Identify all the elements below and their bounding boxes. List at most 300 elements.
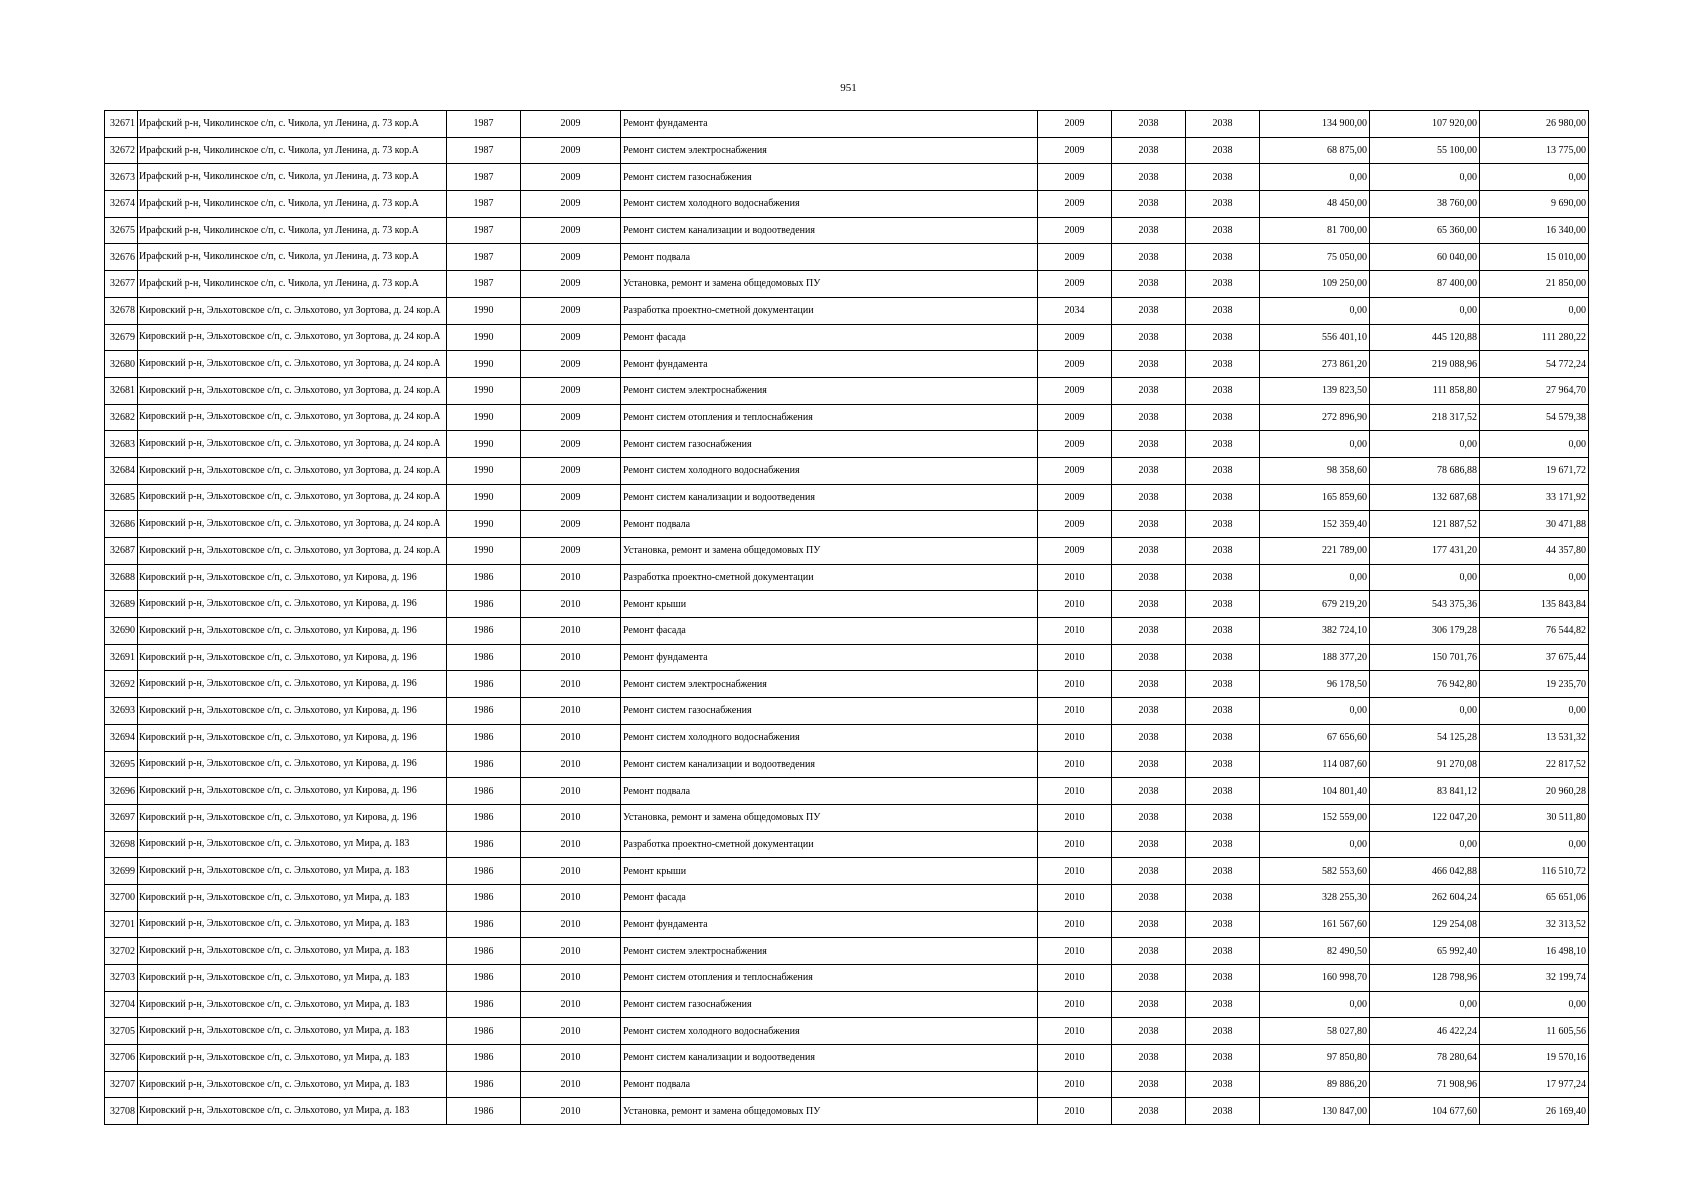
table-row xyxy=(105,351,1589,378)
cell-completion-year: 2038 xyxy=(1186,938,1260,965)
cell-owners-cost: 22 817,52 xyxy=(1480,751,1589,778)
cell-plan-year: 2010 xyxy=(1038,564,1112,591)
cell-build-year: 1987 xyxy=(447,111,521,138)
cell-build-year: 1990 xyxy=(447,404,521,431)
cell-work-type: Ремонт фасада xyxy=(621,324,1038,351)
cell-total-cost: 68 875,00 xyxy=(1260,137,1370,164)
cell-work-type: Ремонт фасада xyxy=(621,884,1038,911)
cell-completion-year: 2038 xyxy=(1186,1045,1260,1072)
cell-work-type: Установка, ремонт и замена общедомовых ПУ xyxy=(621,271,1038,298)
cell-address: Кировский р-н, Эльхотовское с/п, с. Эльхотово, ул Кирова, д. 196 xyxy=(138,698,447,725)
cell-row-number: 32684 xyxy=(105,457,138,484)
cell-row-number: 32680 xyxy=(105,351,138,378)
cell-deadline-year: 2038 xyxy=(1112,884,1186,911)
cell-fund-cost: 132 687,68 xyxy=(1370,484,1480,511)
cell-plan-year: 2010 xyxy=(1038,724,1112,751)
cell-privatization-year: 2009 xyxy=(521,431,621,458)
cell-total-cost: 152 359,40 xyxy=(1260,511,1370,538)
cell-row-number: 32702 xyxy=(105,938,138,965)
cell-total-cost: 221 789,00 xyxy=(1260,538,1370,565)
cell-build-year: 1986 xyxy=(447,1098,521,1125)
cell-plan-year: 2009 xyxy=(1038,377,1112,404)
cell-row-number: 32692 xyxy=(105,671,138,698)
cell-owners-cost: 135 843,84 xyxy=(1480,591,1589,618)
cell-total-cost: 48 450,00 xyxy=(1260,191,1370,218)
cell-privatization-year: 2010 xyxy=(521,591,621,618)
cell-completion-year: 2038 xyxy=(1186,698,1260,725)
cell-owners-cost: 116 510,72 xyxy=(1480,858,1589,885)
cell-completion-year: 2038 xyxy=(1186,884,1260,911)
cell-work-type: Разработка проектно-сметной документации xyxy=(621,831,1038,858)
cell-build-year: 1986 xyxy=(447,644,521,671)
cell-build-year: 1990 xyxy=(447,538,521,565)
cell-plan-year: 2010 xyxy=(1038,911,1112,938)
cell-plan-year: 2010 xyxy=(1038,1045,1112,1072)
cell-deadline-year: 2038 xyxy=(1112,538,1186,565)
cell-row-number: 32677 xyxy=(105,271,138,298)
cell-deadline-year: 2038 xyxy=(1112,484,1186,511)
cell-row-number: 32673 xyxy=(105,164,138,191)
cell-address: Кировский р-н, Эльхотовское с/п, с. Эльхотово, ул Зортова, д. 24 кор.А xyxy=(138,351,447,378)
cell-owners-cost: 9 690,00 xyxy=(1480,191,1589,218)
cell-deadline-year: 2038 xyxy=(1112,324,1186,351)
cell-build-year: 1986 xyxy=(447,911,521,938)
cell-owners-cost: 30 511,80 xyxy=(1480,804,1589,831)
cell-deadline-year: 2038 xyxy=(1112,698,1186,725)
cell-row-number: 32685 xyxy=(105,484,138,511)
cell-total-cost: 679 219,20 xyxy=(1260,591,1370,618)
table-row xyxy=(105,644,1589,671)
cell-work-type: Ремонт систем отопления и теплоснабжения xyxy=(621,404,1038,431)
cell-owners-cost: 111 280,22 xyxy=(1480,324,1589,351)
table-row xyxy=(105,1018,1589,1045)
cell-plan-year: 2010 xyxy=(1038,644,1112,671)
cell-deadline-year: 2038 xyxy=(1112,965,1186,992)
cell-completion-year: 2038 xyxy=(1186,831,1260,858)
cell-row-number: 32690 xyxy=(105,618,138,645)
cell-address: Ирафский р-н, Чиколинское с/п, с. Чикола, ул Ленина, д. 73 кор.А xyxy=(138,217,447,244)
cell-total-cost: 188 377,20 xyxy=(1260,644,1370,671)
cell-fund-cost: 71 908,96 xyxy=(1370,1071,1480,1098)
cell-privatization-year: 2009 xyxy=(521,324,621,351)
cell-total-cost: 328 255,30 xyxy=(1260,884,1370,911)
cell-privatization-year: 2010 xyxy=(521,751,621,778)
cell-fund-cost: 466 042,88 xyxy=(1370,858,1480,885)
cell-privatization-year: 2010 xyxy=(521,1018,621,1045)
cell-row-number: 32676 xyxy=(105,244,138,271)
cell-address: Кировский р-н, Эльхотовское с/п, с. Эльхотово, ул Кирова, д. 196 xyxy=(138,778,447,805)
cell-total-cost: 97 850,80 xyxy=(1260,1045,1370,1072)
cell-privatization-year: 2010 xyxy=(521,965,621,992)
cell-address: Кировский р-н, Эльхотовское с/п, с. Эльхотово, ул Кирова, д. 196 xyxy=(138,591,447,618)
cell-owners-cost: 65 651,06 xyxy=(1480,884,1589,911)
table-row xyxy=(105,297,1589,324)
cell-build-year: 1987 xyxy=(447,137,521,164)
cell-row-number: 32700 xyxy=(105,884,138,911)
cell-fund-cost: 60 040,00 xyxy=(1370,244,1480,271)
cell-deadline-year: 2038 xyxy=(1112,751,1186,778)
cell-completion-year: 2038 xyxy=(1186,564,1260,591)
cell-address: Кировский р-н, Эльхотовское с/п, с. Эльхотово, ул Зортова, д. 24 кор.А xyxy=(138,431,447,458)
cell-owners-cost: 16 498,10 xyxy=(1480,938,1589,965)
cell-privatization-year: 2010 xyxy=(521,911,621,938)
cell-build-year: 1987 xyxy=(447,164,521,191)
cell-owners-cost: 0,00 xyxy=(1480,991,1589,1018)
cell-build-year: 1990 xyxy=(447,457,521,484)
cell-owners-cost: 33 171,92 xyxy=(1480,484,1589,511)
cell-build-year: 1986 xyxy=(447,1045,521,1072)
cell-plan-year: 2009 xyxy=(1038,164,1112,191)
cell-completion-year: 2038 xyxy=(1186,164,1260,191)
cell-plan-year: 2010 xyxy=(1038,1071,1112,1098)
cell-total-cost: 165 859,60 xyxy=(1260,484,1370,511)
cell-privatization-year: 2010 xyxy=(521,778,621,805)
cell-fund-cost: 306 179,28 xyxy=(1370,618,1480,645)
cell-fund-cost: 0,00 xyxy=(1370,831,1480,858)
cell-build-year: 1986 xyxy=(447,1018,521,1045)
cell-total-cost: 0,00 xyxy=(1260,164,1370,191)
cell-owners-cost: 0,00 xyxy=(1480,698,1589,725)
cell-build-year: 1986 xyxy=(447,671,521,698)
table-row xyxy=(105,618,1589,645)
cell-work-type: Ремонт подвала xyxy=(621,244,1038,271)
table-row xyxy=(105,511,1589,538)
cell-address: Кировский р-н, Эльхотовское с/п, с. Эльхотово, ул Мира, д. 183 xyxy=(138,938,447,965)
cell-plan-year: 2010 xyxy=(1038,698,1112,725)
cell-owners-cost: 16 340,00 xyxy=(1480,217,1589,244)
cell-address: Кировский р-н, Эльхотовское с/п, с. Эльхотово, ул Кирова, д. 196 xyxy=(138,724,447,751)
cell-work-type: Ремонт фундамента xyxy=(621,351,1038,378)
cell-deadline-year: 2038 xyxy=(1112,938,1186,965)
cell-fund-cost: 65 360,00 xyxy=(1370,217,1480,244)
cell-fund-cost: 76 942,80 xyxy=(1370,671,1480,698)
cell-fund-cost: 78 686,88 xyxy=(1370,457,1480,484)
cell-address: Кировский р-н, Эльхотовское с/п, с. Эльхотово, ул Зортова, д. 24 кор.А xyxy=(138,457,447,484)
cell-owners-cost: 54 579,38 xyxy=(1480,404,1589,431)
cell-total-cost: 114 087,60 xyxy=(1260,751,1370,778)
cell-address: Кировский р-н, Эльхотовское с/п, с. Эльхотово, ул Мира, д. 183 xyxy=(138,1071,447,1098)
table-row xyxy=(105,671,1589,698)
table-row xyxy=(105,244,1589,271)
cell-completion-year: 2038 xyxy=(1186,804,1260,831)
cell-build-year: 1986 xyxy=(447,831,521,858)
cell-completion-year: 2038 xyxy=(1186,618,1260,645)
cell-owners-cost: 19 671,72 xyxy=(1480,457,1589,484)
cell-address: Ирафский р-н, Чиколинское с/п, с. Чикола, ул Ленина, д. 73 кор.А xyxy=(138,111,447,138)
cell-owners-cost: 19 570,16 xyxy=(1480,1045,1589,1072)
cell-fund-cost: 38 760,00 xyxy=(1370,191,1480,218)
cell-plan-year: 2009 xyxy=(1038,111,1112,138)
cell-completion-year: 2038 xyxy=(1186,404,1260,431)
cell-deadline-year: 2038 xyxy=(1112,1018,1186,1045)
cell-row-number: 32695 xyxy=(105,751,138,778)
cell-privatization-year: 2009 xyxy=(521,244,621,271)
cell-deadline-year: 2038 xyxy=(1112,1098,1186,1125)
cell-plan-year: 2009 xyxy=(1038,271,1112,298)
cell-work-type: Установка, ремонт и замена общедомовых ПУ xyxy=(621,538,1038,565)
cell-completion-year: 2038 xyxy=(1186,991,1260,1018)
cell-row-number: 32687 xyxy=(105,538,138,565)
cell-total-cost: 0,00 xyxy=(1260,431,1370,458)
cell-deadline-year: 2038 xyxy=(1112,804,1186,831)
cell-owners-cost: 15 010,00 xyxy=(1480,244,1589,271)
cell-work-type: Ремонт фундамента xyxy=(621,111,1038,138)
cell-build-year: 1986 xyxy=(447,564,521,591)
cell-fund-cost: 107 920,00 xyxy=(1370,111,1480,138)
cell-completion-year: 2038 xyxy=(1186,671,1260,698)
cell-deadline-year: 2038 xyxy=(1112,377,1186,404)
cell-owners-cost: 0,00 xyxy=(1480,564,1589,591)
table-row xyxy=(105,1045,1589,1072)
cell-plan-year: 2010 xyxy=(1038,884,1112,911)
cell-fund-cost: 0,00 xyxy=(1370,297,1480,324)
cell-deadline-year: 2038 xyxy=(1112,217,1186,244)
cell-fund-cost: 129 254,08 xyxy=(1370,911,1480,938)
table-row xyxy=(105,858,1589,885)
cell-plan-year: 2034 xyxy=(1038,297,1112,324)
cell-total-cost: 556 401,10 xyxy=(1260,324,1370,351)
cell-address: Кировский р-н, Эльхотовское с/п, с. Эльхотово, ул Зортова, д. 24 кор.А xyxy=(138,297,447,324)
cell-fund-cost: 445 120,88 xyxy=(1370,324,1480,351)
cell-privatization-year: 2010 xyxy=(521,1071,621,1098)
cell-build-year: 1987 xyxy=(447,217,521,244)
cell-work-type: Ремонт систем канализации и водоотведения xyxy=(621,217,1038,244)
cell-deadline-year: 2038 xyxy=(1112,858,1186,885)
cell-row-number: 32686 xyxy=(105,511,138,538)
cell-privatization-year: 2009 xyxy=(521,191,621,218)
cell-privatization-year: 2010 xyxy=(521,938,621,965)
cell-work-type: Ремонт систем канализации и водоотведения xyxy=(621,1045,1038,1072)
cell-row-number: 32681 xyxy=(105,377,138,404)
cell-work-type: Ремонт систем электроснабжения xyxy=(621,938,1038,965)
cell-fund-cost: 177 431,20 xyxy=(1370,538,1480,565)
cell-completion-year: 2038 xyxy=(1186,111,1260,138)
cell-plan-year: 2010 xyxy=(1038,618,1112,645)
cell-fund-cost: 0,00 xyxy=(1370,698,1480,725)
cell-build-year: 1986 xyxy=(447,804,521,831)
cell-completion-year: 2038 xyxy=(1186,1098,1260,1125)
cell-work-type: Ремонт фасада xyxy=(621,618,1038,645)
cell-plan-year: 2010 xyxy=(1038,831,1112,858)
table-row xyxy=(105,965,1589,992)
cell-completion-year: 2038 xyxy=(1186,911,1260,938)
cell-deadline-year: 2038 xyxy=(1112,191,1186,218)
cell-row-number: 32683 xyxy=(105,431,138,458)
cell-fund-cost: 128 798,96 xyxy=(1370,965,1480,992)
cell-fund-cost: 0,00 xyxy=(1370,164,1480,191)
cell-row-number: 32706 xyxy=(105,1045,138,1072)
cell-completion-year: 2038 xyxy=(1186,457,1260,484)
cell-completion-year: 2038 xyxy=(1186,271,1260,298)
cell-build-year: 1990 xyxy=(447,484,521,511)
cell-owners-cost: 0,00 xyxy=(1480,831,1589,858)
cell-completion-year: 2038 xyxy=(1186,484,1260,511)
cell-owners-cost: 20 960,28 xyxy=(1480,778,1589,805)
cell-deadline-year: 2038 xyxy=(1112,457,1186,484)
cell-plan-year: 2010 xyxy=(1038,778,1112,805)
table-row xyxy=(105,724,1589,751)
cell-work-type: Ремонт систем электроснабжения xyxy=(621,137,1038,164)
table-row xyxy=(105,831,1589,858)
cell-address: Ирафский р-н, Чиколинское с/п, с. Чикола, ул Ленина, д. 73 кор.А xyxy=(138,164,447,191)
cell-owners-cost: 0,00 xyxy=(1480,431,1589,458)
cell-work-type: Ремонт систем газоснабжения xyxy=(621,431,1038,458)
cell-completion-year: 2038 xyxy=(1186,431,1260,458)
cell-fund-cost: 0,00 xyxy=(1370,991,1480,1018)
cell-deadline-year: 2038 xyxy=(1112,564,1186,591)
cell-total-cost: 75 050,00 xyxy=(1260,244,1370,271)
cell-address: Кировский р-н, Эльхотовское с/п, с. Эльхотово, ул Мира, д. 183 xyxy=(138,911,447,938)
cell-row-number: 32698 xyxy=(105,831,138,858)
cell-work-type: Ремонт подвала xyxy=(621,778,1038,805)
cell-row-number: 32674 xyxy=(105,191,138,218)
cell-build-year: 1987 xyxy=(447,244,521,271)
table-body xyxy=(105,111,1589,1125)
cell-owners-cost: 32 199,74 xyxy=(1480,965,1589,992)
cell-work-type: Ремонт систем холодного водоснабжения xyxy=(621,191,1038,218)
cell-fund-cost: 91 270,08 xyxy=(1370,751,1480,778)
cell-plan-year: 2009 xyxy=(1038,351,1112,378)
cell-work-type: Ремонт крыши xyxy=(621,858,1038,885)
cell-work-type: Ремонт систем отопления и теплоснабжения xyxy=(621,965,1038,992)
cell-work-type: Ремонт фундамента xyxy=(621,911,1038,938)
cell-plan-year: 2010 xyxy=(1038,938,1112,965)
cell-owners-cost: 19 235,70 xyxy=(1480,671,1589,698)
cell-work-type: Установка, ремонт и замена общедомовых ПУ xyxy=(621,804,1038,831)
cell-fund-cost: 54 125,28 xyxy=(1370,724,1480,751)
cell-build-year: 1986 xyxy=(447,991,521,1018)
cell-build-year: 1990 xyxy=(447,297,521,324)
cell-work-type: Ремонт подвала xyxy=(621,1071,1038,1098)
cell-fund-cost: 87 400,00 xyxy=(1370,271,1480,298)
cell-fund-cost: 65 992,40 xyxy=(1370,938,1480,965)
table-row xyxy=(105,484,1589,511)
cell-address: Ирафский р-н, Чиколинское с/п, с. Чикола, ул Ленина, д. 73 кор.А xyxy=(138,191,447,218)
table-row xyxy=(105,111,1589,138)
cell-privatization-year: 2009 xyxy=(521,137,621,164)
table-row xyxy=(105,271,1589,298)
cell-owners-cost: 76 544,82 xyxy=(1480,618,1589,645)
cell-privatization-year: 2010 xyxy=(521,858,621,885)
cell-build-year: 1986 xyxy=(447,591,521,618)
cell-work-type: Ремонт систем газоснабжения xyxy=(621,164,1038,191)
cell-address: Кировский р-н, Эльхотовское с/п, с. Эльхотово, ул Зортова, д. 24 кор.А xyxy=(138,511,447,538)
cell-fund-cost: 543 375,36 xyxy=(1370,591,1480,618)
cell-fund-cost: 262 604,24 xyxy=(1370,884,1480,911)
cell-address: Кировский р-н, Эльхотовское с/п, с. Эльхотово, ул Зортова, д. 24 кор.А xyxy=(138,324,447,351)
cell-address: Кировский р-н, Эльхотовское с/п, с. Эльхотово, ул Мира, д. 183 xyxy=(138,991,447,1018)
cell-plan-year: 2009 xyxy=(1038,217,1112,244)
cell-total-cost: 272 896,90 xyxy=(1260,404,1370,431)
cell-row-number: 32697 xyxy=(105,804,138,831)
cell-total-cost: 130 847,00 xyxy=(1260,1098,1370,1125)
cell-owners-cost: 0,00 xyxy=(1480,297,1589,324)
cell-completion-year: 2038 xyxy=(1186,511,1260,538)
cell-address: Кировский р-н, Эльхотовское с/п, с. Эльхотово, ул Кирова, д. 196 xyxy=(138,644,447,671)
cell-owners-cost: 26 169,40 xyxy=(1480,1098,1589,1125)
table-row xyxy=(105,324,1589,351)
cell-deadline-year: 2038 xyxy=(1112,431,1186,458)
cell-total-cost: 382 724,10 xyxy=(1260,618,1370,645)
table-row xyxy=(105,457,1589,484)
cell-plan-year: 2010 xyxy=(1038,1018,1112,1045)
cell-address: Кировский р-н, Эльхотовское с/п, с. Эльхотово, ул Мира, д. 183 xyxy=(138,1045,447,1072)
cell-address: Кировский р-н, Эльхотовское с/п, с. Эльхотово, ул Зортова, д. 24 кор.А xyxy=(138,484,447,511)
cell-row-number: 32694 xyxy=(105,724,138,751)
cell-plan-year: 2009 xyxy=(1038,137,1112,164)
table-row xyxy=(105,538,1589,565)
cell-owners-cost: 13 775,00 xyxy=(1480,137,1589,164)
cell-completion-year: 2038 xyxy=(1186,751,1260,778)
cell-total-cost: 0,00 xyxy=(1260,831,1370,858)
cell-privatization-year: 2010 xyxy=(521,831,621,858)
table-row xyxy=(105,698,1589,725)
cell-work-type: Разработка проектно-сметной документации xyxy=(621,564,1038,591)
cell-plan-year: 2009 xyxy=(1038,457,1112,484)
cell-completion-year: 2038 xyxy=(1186,377,1260,404)
cell-privatization-year: 2010 xyxy=(521,564,621,591)
cell-privatization-year: 2009 xyxy=(521,164,621,191)
cell-fund-cost: 55 100,00 xyxy=(1370,137,1480,164)
cell-row-number: 32682 xyxy=(105,404,138,431)
cell-deadline-year: 2038 xyxy=(1112,778,1186,805)
cell-address: Кировский р-н, Эльхотовское с/п, с. Эльхотово, ул Мира, д. 183 xyxy=(138,858,447,885)
cell-total-cost: 67 656,60 xyxy=(1260,724,1370,751)
cell-deadline-year: 2038 xyxy=(1112,351,1186,378)
cell-total-cost: 89 886,20 xyxy=(1260,1071,1370,1098)
table-row xyxy=(105,191,1589,218)
cell-total-cost: 134 900,00 xyxy=(1260,111,1370,138)
cell-row-number: 32699 xyxy=(105,858,138,885)
cell-build-year: 1987 xyxy=(447,271,521,298)
cell-privatization-year: 2009 xyxy=(521,457,621,484)
cell-build-year: 1986 xyxy=(447,618,521,645)
cell-deadline-year: 2038 xyxy=(1112,244,1186,271)
cell-address: Кировский р-н, Эльхотовское с/п, с. Эльхотово, ул Кирова, д. 196 xyxy=(138,564,447,591)
cell-row-number: 32704 xyxy=(105,991,138,1018)
table-row xyxy=(105,377,1589,404)
cell-work-type: Ремонт фундамента xyxy=(621,644,1038,671)
cell-privatization-year: 2009 xyxy=(521,404,621,431)
cell-deadline-year: 2038 xyxy=(1112,911,1186,938)
cell-deadline-year: 2038 xyxy=(1112,404,1186,431)
cell-total-cost: 160 998,70 xyxy=(1260,965,1370,992)
cell-total-cost: 0,00 xyxy=(1260,698,1370,725)
cell-plan-year: 2009 xyxy=(1038,191,1112,218)
cell-completion-year: 2038 xyxy=(1186,324,1260,351)
cell-privatization-year: 2010 xyxy=(521,671,621,698)
cell-total-cost: 109 250,00 xyxy=(1260,271,1370,298)
cell-row-number: 32693 xyxy=(105,698,138,725)
cell-build-year: 1986 xyxy=(447,778,521,805)
cell-total-cost: 104 801,40 xyxy=(1260,778,1370,805)
cell-work-type: Ремонт систем холодного водоснабжения xyxy=(621,457,1038,484)
cell-address: Кировский р-н, Эльхотовское с/п, с. Эльхотово, ул Мира, д. 183 xyxy=(138,884,447,911)
table-row xyxy=(105,217,1589,244)
cell-deadline-year: 2038 xyxy=(1112,297,1186,324)
cell-plan-year: 2009 xyxy=(1038,244,1112,271)
cell-work-type: Ремонт систем холодного водоснабжения xyxy=(621,724,1038,751)
cell-deadline-year: 2038 xyxy=(1112,164,1186,191)
table-row xyxy=(105,778,1589,805)
cell-address: Кировский р-н, Эльхотовское с/п, с. Эльхотово, ул Мира, д. 183 xyxy=(138,831,447,858)
cell-total-cost: 96 178,50 xyxy=(1260,671,1370,698)
cell-privatization-year: 2010 xyxy=(521,884,621,911)
cell-address: Ирафский р-н, Чиколинское с/п, с. Чикола, ул Ленина, д. 73 кор.А xyxy=(138,271,447,298)
cell-total-cost: 0,00 xyxy=(1260,564,1370,591)
cell-owners-cost: 54 772,24 xyxy=(1480,351,1589,378)
cell-deadline-year: 2038 xyxy=(1112,111,1186,138)
